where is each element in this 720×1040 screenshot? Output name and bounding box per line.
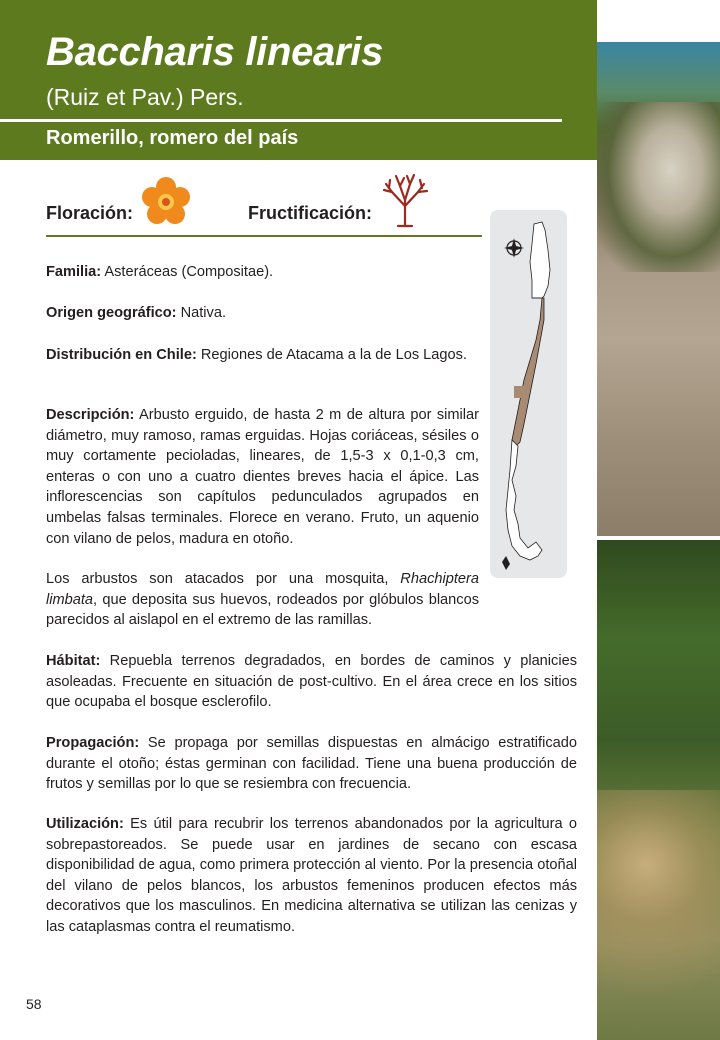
habitat-label: Hábitat: [46, 653, 101, 669]
propagacion-text: Se propaga por semillas dispuestas en almácigo estratificado durante el otoño; éstas germinan con facilidad. Tiene una buena producción de frutos y semillas por lo que se resiembra con frecuencia. [46, 735, 577, 793]
descripcion-text: Arbusto erguido, de hasta 2 m de altura por similar diámetro, muy ramoso, ramas erguidas. Hojas coriáceas, sésiles o muy cortamente pecioladas, lineares, de 1,5-3 x 0,1-0,3 cm, enteras o con uno a cuatro dientes breves hacia el ápice. Las inflorescencias son capítulos pedunculados agrupados en umbelas falsas terminales. Florece en verano. Fruto, un aquenio con vilano de pelos, madura en otoño. [46, 407, 479, 547]
descripcion-label: Descripción: [46, 407, 135, 423]
insect-species: Rhachiptera limbata [46, 571, 479, 608]
section-divider [46, 235, 482, 237]
distribucion-label: Distribución en Chile: [46, 347, 197, 363]
utilizacion-text: Es útil para recubrir los terrenos abandonados por la agricultura o sobrepastoreados. Se puede usar en jardines de secano con escasa disponibilidad de agua, como primera protección al viento. Por la presencia otoñal del vilano de pelos blancos, los arbustos femeninos producen efectos más decorativos que los masculinos. En medicina alternativa se utilizan las cenizas y las cataplasmas contra el reumatismo. [46, 816, 577, 935]
origen-paragraph [46, 303, 479, 324]
distribution-map [490, 210, 567, 578]
flowering-label: Floración: [46, 203, 134, 223]
flower-icon [140, 176, 192, 228]
shrub-photo [597, 42, 720, 536]
author-citation: (Ruiz et Pav.) Pers. [46, 84, 244, 110]
distribucion-text: Regiones de Atacama a la de Los Lagos. [196, 347, 467, 363]
chile-distribution-map [490, 210, 567, 578]
title-banner [0, 0, 597, 160]
familia-paragraph [46, 262, 479, 283]
page-number: 58 [26, 996, 42, 1012]
header-divider [0, 119, 562, 122]
seed-heads-photo [597, 540, 720, 1040]
photo-strip [597, 0, 720, 1040]
common-name: Romerillo, romero del país [46, 127, 299, 149]
insect-paragraph [46, 569, 479, 631]
distribucion-paragraph [46, 345, 479, 366]
fruiting-label: Fructificación: [248, 203, 373, 223]
scientific-name: Baccharis linearis [46, 30, 384, 74]
utilizacion-paragraph [46, 814, 577, 938]
familia-label: Familia: [46, 264, 102, 280]
propagacion-paragraph [46, 733, 577, 795]
habitat-paragraph [46, 651, 577, 713]
origen-label: Origen geográfico: [46, 305, 177, 321]
compass-rose-icon [504, 238, 524, 258]
utilizacion-label: Utilización: [46, 816, 124, 832]
descripcion-paragraph [46, 405, 479, 549]
propagacion-label: Propagación: [46, 735, 140, 751]
habitat-text: Repuebla terrenos degradados, en bordes de caminos y planicies asoleadas. Frecuente en situación de post-cultivo. En el área crece en los sitios que ocupaba el bosque esclerofilo. [46, 653, 577, 711]
origen-text: Nativa. [176, 305, 227, 321]
familia-text: Asteráceas (Compositae). [101, 264, 274, 280]
insect-text-before: Los arbustos son atacados por una mosquita, [46, 571, 401, 587]
bare-tree-icon [380, 172, 430, 228]
insect-text-after: , que deposita sus huevos, rodeados por glóbulos blancos parecidos al aislapol en el extremo de las ramillas. [46, 591, 479, 629]
